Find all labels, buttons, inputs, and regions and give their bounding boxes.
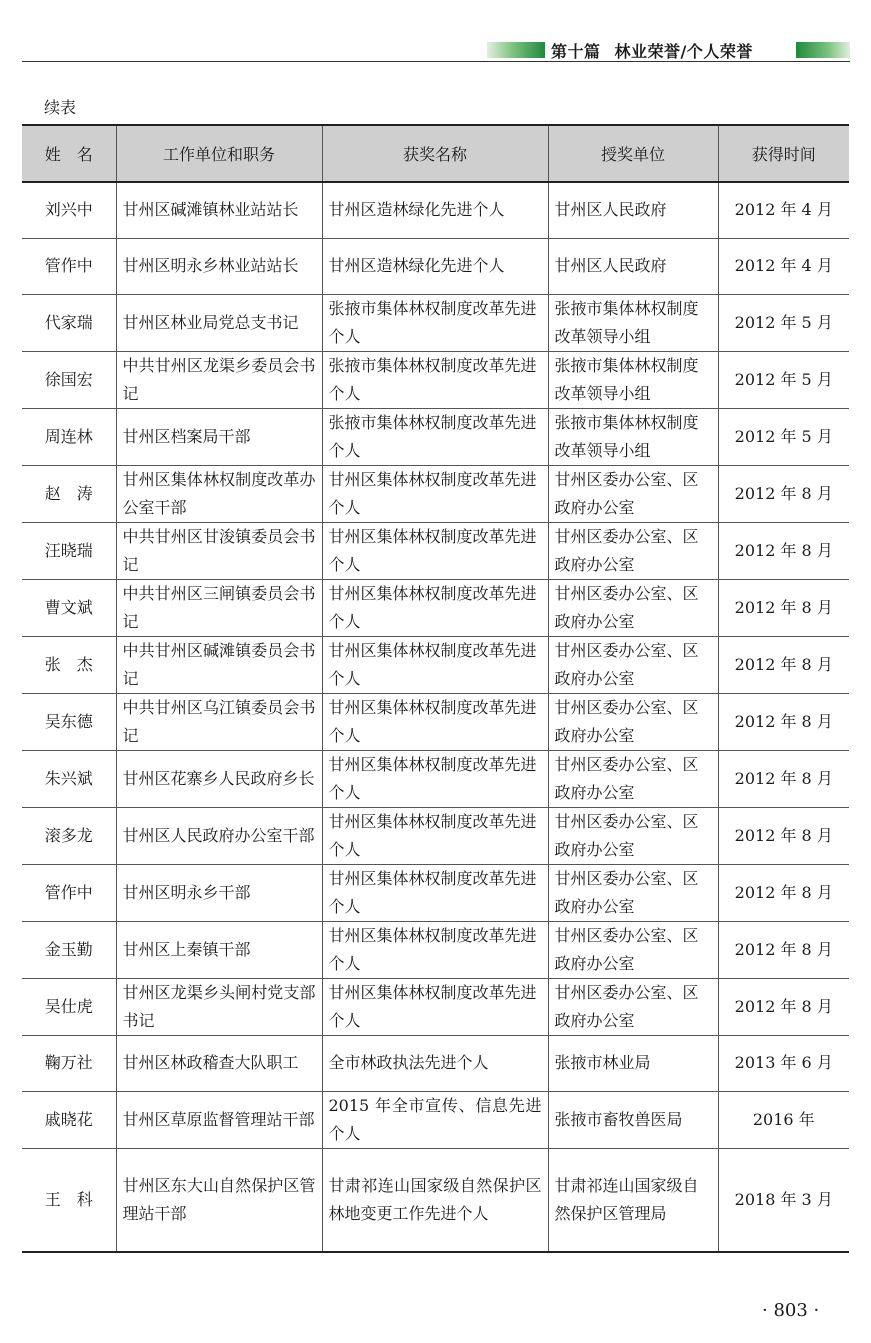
cell-unit: 甘州区草原监督管理站干部 [116,1091,322,1148]
cell-date: 2013 年 6 月 [718,1035,849,1091]
col-header-name: 姓 名 [22,125,116,182]
cell-unit: 甘州区集体林权制度改革办公室干部 [116,465,322,522]
header-section: 林业荣誉/个人荣誉 [614,42,753,61]
cell-name: 赵 涛 [22,465,116,522]
cell-award: 甘肃祁连山国家级自然保护区林地变更工作先进个人 [322,1148,548,1252]
cell-unit: 甘州区上秦镇干部 [116,921,322,978]
cell-name: 吴仕虎 [22,978,116,1035]
cell-name: 吴东德 [22,693,116,750]
table-row [22,636,849,693]
cell-name: 朱兴斌 [22,750,116,807]
header-chapter: 第十篇 [551,42,601,61]
cell-issuer: 甘州区委办公室、区政府办公室 [548,522,718,579]
table-row [22,182,849,238]
cell-unit: 甘州区碱滩镇林业站站长 [116,182,322,238]
cell-unit: 中共甘州区甘浚镇委员会书记 [116,522,322,579]
cell-issuer: 张掖市畜牧兽医局 [548,1091,718,1148]
col-header-date: 获得时间 [718,125,849,182]
cell-award: 甘州区集体林权制度改革先进个人 [322,864,548,921]
col-header-issuer: 授奖单位 [548,125,718,182]
table-row [22,864,849,921]
table-row [22,750,849,807]
cell-date: 2012 年 5 月 [718,294,849,351]
cell-date: 2012 年 8 月 [718,864,849,921]
cell-unit: 甘州区档案局干部 [116,408,322,465]
col-header-award: 获奖名称 [322,125,548,182]
cell-issuer: 张掖市集体林权制度改革领导小组 [548,408,718,465]
cell-name: 徐国宏 [22,351,116,408]
table-row [22,294,849,351]
cell-award: 全市林政执法先进个人 [322,1035,548,1091]
table-row [22,1148,849,1252]
running-header [487,38,850,62]
table-header-row [22,125,849,182]
continued-label: 续表 [44,98,77,117]
cell-date: 2012 年 5 月 [718,408,849,465]
cell-date: 2012 年 8 月 [718,465,849,522]
table-row [22,693,849,750]
cell-award: 甘州区集体林权制度改革先进个人 [322,465,548,522]
cell-award: 甘州区集体林权制度改革先进个人 [322,693,548,750]
cell-unit: 甘州区花寨乡人民政府乡长 [116,750,322,807]
table-row [22,807,849,864]
cell-issuer: 甘州区人民政府 [548,182,718,238]
cell-unit: 中共甘州区龙渠乡委员会书记 [116,351,322,408]
cell-issuer: 甘州区委办公室、区政府办公室 [548,864,718,921]
cell-issuer: 甘州区委办公室、区政府办公室 [548,807,718,864]
cell-unit: 甘州区林业局党总支书记 [116,294,322,351]
table-row [22,978,849,1035]
cell-award: 甘州区集体林权制度改革先进个人 [322,807,548,864]
cell-issuer: 甘州区委办公室、区政府办公室 [548,921,718,978]
cell-award: 甘州区集体林权制度改革先进个人 [322,522,548,579]
cell-date: 2012 年 8 月 [718,522,849,579]
cell-award: 甘州区造林绿化先进个人 [322,238,548,294]
cell-name: 金玉勤 [22,921,116,978]
cell-award: 甘州区集体林权制度改革先进个人 [322,579,548,636]
cell-date: 2012 年 4 月 [718,238,849,294]
cell-issuer: 甘州区委办公室、区政府办公室 [548,693,718,750]
cell-award: 甘州区集体林权制度改革先进个人 [322,978,548,1035]
table-row [22,522,849,579]
header-gradient-bar-right [796,42,850,58]
cell-award: 甘州区集体林权制度改革先进个人 [322,921,548,978]
cell-unit: 甘州区明永乡干部 [116,864,322,921]
cell-date: 2018 年 3 月 [718,1148,849,1252]
cell-issuer: 甘州区委办公室、区政府办公室 [548,978,718,1035]
header-title [551,39,753,62]
cell-name: 管作中 [22,238,116,294]
table-row [22,408,849,465]
cell-date: 2012 年 8 月 [718,978,849,1035]
cell-issuer: 张掖市集体林权制度改革领导小组 [548,294,718,351]
header-gradient-bar-left [487,42,545,58]
cell-award: 甘州区集体林权制度改革先进个人 [322,750,548,807]
table-row [22,1091,849,1148]
table-row [22,579,849,636]
cell-name: 曹文斌 [22,579,116,636]
cell-issuer: 甘肃祁连山国家级自然保护区管理局 [548,1148,718,1252]
cell-name: 汪晓瑞 [22,522,116,579]
cell-issuer: 甘州区人民政府 [548,238,718,294]
cell-issuer: 甘州区委办公室、区政府办公室 [548,579,718,636]
table-row [22,921,849,978]
cell-award: 张掖市集体林权制度改革先进个人 [322,351,548,408]
table-row [22,1035,849,1091]
cell-issuer: 甘州区委办公室、区政府办公室 [548,636,718,693]
header-rule [22,61,850,62]
cell-award: 张掖市集体林权制度改革先进个人 [322,408,548,465]
cell-date: 2012 年 8 月 [718,636,849,693]
cell-date: 2012 年 5 月 [718,351,849,408]
cell-unit: 中共甘州区碱滩镇委员会书记 [116,636,322,693]
cell-date: 2012 年 8 月 [718,579,849,636]
cell-unit: 甘州区龙渠乡头闸村党支部书记 [116,978,322,1035]
table-row [22,465,849,522]
table-row [22,351,849,408]
cell-award: 甘州区造林绿化先进个人 [322,182,548,238]
cell-date: 2012 年 8 月 [718,693,849,750]
cell-date: 2012 年 4 月 [718,182,849,238]
cell-name: 周连林 [22,408,116,465]
cell-issuer: 张掖市林业局 [548,1035,718,1091]
cell-issuer: 张掖市集体林权制度改革领导小组 [548,351,718,408]
cell-name: 刘兴中 [22,182,116,238]
cell-date: 2016 年 [718,1091,849,1148]
cell-unit: 甘州区东大山自然保护区管理站干部 [116,1148,322,1252]
cell-name: 管作中 [22,864,116,921]
cell-award: 张掖市集体林权制度改革先进个人 [322,294,548,351]
cell-name: 鞠万社 [22,1035,116,1091]
cell-issuer: 甘州区委办公室、区政府办公室 [548,750,718,807]
page-number: · 803 · [762,1300,820,1321]
cell-unit: 甘州区林政稽查大队职工 [116,1035,322,1091]
cell-award: 2015 年全市宣传、信息先进个人 [322,1091,548,1148]
table-row [22,238,849,294]
cell-name: 戚晓花 [22,1091,116,1148]
cell-unit: 甘州区明永乡林业站站长 [116,238,322,294]
cell-award: 甘州区集体林权制度改革先进个人 [322,636,548,693]
cell-date: 2012 年 8 月 [718,750,849,807]
cell-unit: 中共甘州区乌江镇委员会书记 [116,693,322,750]
cell-name: 代家瑞 [22,294,116,351]
cell-issuer: 甘州区委办公室、区政府办公室 [548,465,718,522]
cell-name: 滚多龙 [22,807,116,864]
cell-name: 王 科 [22,1148,116,1252]
col-header-unit: 工作单位和职务 [116,125,322,182]
cell-unit: 甘州区人民政府办公室干部 [116,807,322,864]
honors-table [22,124,849,1253]
cell-unit: 中共甘州区三闸镇委员会书记 [116,579,322,636]
cell-name: 张 杰 [22,636,116,693]
cell-date: 2012 年 8 月 [718,807,849,864]
cell-date: 2012 年 8 月 [718,921,849,978]
